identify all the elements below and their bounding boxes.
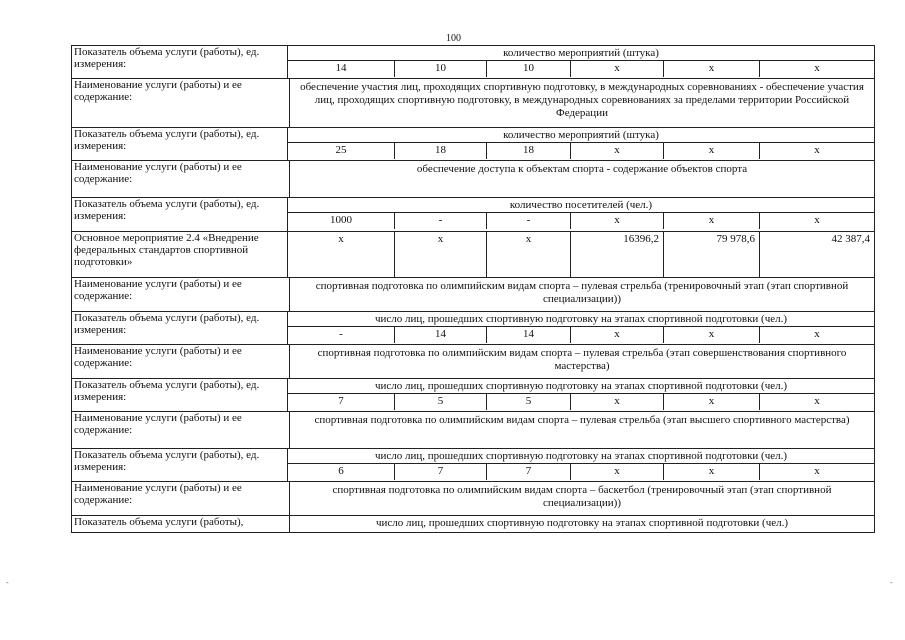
indicator-row bbox=[71, 311, 875, 344]
value-cell: 1000 bbox=[288, 213, 395, 229]
value-cell: х bbox=[814, 395, 820, 407]
row-label: Показатель объема услуги (работы), ед. измерения: bbox=[72, 46, 288, 78]
unit-cell: количество посетителей (чел.) bbox=[288, 198, 874, 213]
row-label: Показатель объема услуги (работы), bbox=[72, 516, 290, 532]
service-description: спортивная подготовка по олимпийским видам спорта – баскетбол (тренировочный этап (этап спортивной специализации)) bbox=[332, 484, 832, 509]
row-label: Показатель объема услуги (работы), ед. измерения: bbox=[72, 379, 288, 411]
value-cell: 7 bbox=[288, 394, 395, 410]
value-cell: х bbox=[814, 144, 820, 156]
scan-mark: - bbox=[890, 578, 893, 587]
value-cell: 5 bbox=[487, 394, 571, 410]
value-cell: 14 bbox=[288, 61, 395, 77]
value-cell: х bbox=[571, 464, 664, 480]
value-cell: х bbox=[571, 213, 664, 229]
value-cell: х bbox=[664, 61, 760, 77]
unit-cell: число лиц, прошедших спортивную подготовку на этапах спортивной подготовки (чел.) bbox=[288, 449, 874, 464]
row-label: Показатель объема услуги (работы), ед. измерения: bbox=[72, 449, 288, 481]
value-cell: - bbox=[288, 327, 395, 343]
value-cell: х bbox=[814, 62, 820, 74]
unit-cell: количество мероприятий (штука) bbox=[288, 46, 874, 61]
value-cell: 25 bbox=[288, 143, 395, 159]
document-table bbox=[71, 45, 875, 533]
value-cell: х bbox=[571, 143, 664, 159]
value-cell: х bbox=[664, 464, 760, 480]
row-label: Наименование услуги (работы) и ее содержание: bbox=[72, 412, 290, 448]
row-label: Показатель объема услуги (работы), ед. измерения: bbox=[72, 128, 288, 160]
value-cell: 18 bbox=[395, 143, 487, 159]
service-name-row bbox=[71, 160, 875, 197]
value-cell: х bbox=[571, 61, 664, 77]
service-name-row bbox=[71, 481, 875, 515]
measure-row bbox=[71, 231, 875, 277]
value-cell: 79 978,6 bbox=[664, 232, 760, 277]
value-cell: 16396,2 bbox=[571, 232, 664, 277]
service-description: обеспечение доступа к объектам спорта - содержание объектов спорта bbox=[416, 163, 748, 175]
value-cell: 7 bbox=[487, 464, 571, 480]
row-label: Показатель объема услуги (работы), ед. измерения: bbox=[72, 312, 288, 344]
service-description: обеспечение участия лиц, проходящих спортивную подготовку, в международных соревнованиях - обеспечение участия лиц, проходящих спортивную подготовку, в международных соревнованиях за пределами территории Российской Федерации bbox=[300, 81, 864, 119]
service-description: спортивная подготовка по олимпийским видам спорта – пулевая стрельба (этап высшего спортивного мастерства) bbox=[314, 414, 850, 426]
value-cell: х bbox=[664, 213, 760, 229]
value-cell: х bbox=[664, 394, 760, 410]
indicator-row bbox=[71, 197, 875, 231]
value-cell: 7 bbox=[395, 464, 487, 480]
row-label: Наименование услуги (работы) и ее содержание: bbox=[72, 161, 290, 197]
service-description: спортивная подготовка по олимпийским видам спорта – пулевая стрельба (тренировочный этап (этап спортивной специализации)) bbox=[315, 280, 849, 305]
value-cell: 10 bbox=[395, 61, 487, 77]
value-cell: 6 bbox=[288, 464, 395, 480]
service-description: спортивная подготовка по олимпийским видам спорта – пулевая стрельба (этап совершенствования спортивного мастерства) bbox=[317, 347, 847, 372]
value-cell: х bbox=[487, 232, 571, 277]
row-label: Наименование услуги (работы) и ее содержание: bbox=[72, 345, 290, 378]
unit-cell: количество мероприятий (штука) bbox=[288, 128, 874, 143]
service-name-row bbox=[71, 277, 875, 311]
value-cell: х bbox=[664, 143, 760, 159]
value-cell: х bbox=[571, 394, 664, 410]
value-cell: 14 bbox=[395, 327, 487, 343]
value-cell: х bbox=[814, 214, 820, 226]
value-cell: - bbox=[487, 213, 571, 229]
value-cell: х bbox=[664, 327, 760, 343]
service-name-row bbox=[71, 78, 875, 127]
row-label: Наименование услуги (работы) и ее содержание: bbox=[72, 482, 290, 515]
unit-cell: число лиц, прошедших спортивную подготовку на этапах спортивной подготовки (чел.) bbox=[375, 517, 789, 529]
indicator-row bbox=[71, 45, 875, 78]
value-cell: 42 387,4 bbox=[831, 233, 870, 245]
indicator-row bbox=[71, 127, 875, 160]
value-cell: - bbox=[395, 213, 487, 229]
value-cell: 5 bbox=[395, 394, 487, 410]
service-name-row bbox=[71, 344, 875, 378]
row-label: Наименование услуги (работы) и ее содержание: bbox=[72, 79, 290, 127]
value-cell: х bbox=[288, 232, 395, 277]
indicator-row bbox=[71, 448, 875, 481]
row-label: Показатель объема услуги (работы), ед. измерения: bbox=[72, 198, 288, 231]
value-cell: 10 bbox=[487, 61, 571, 77]
unit-cell: число лиц, прошедших спортивную подготовку на этапах спортивной подготовки (чел.) bbox=[288, 379, 874, 394]
value-cell: х bbox=[395, 232, 487, 277]
value-cell: 18 bbox=[487, 143, 571, 159]
indicator-row bbox=[71, 378, 875, 411]
row-label: Основное мероприятие 2.4 «Внедрение федеральных стандартов спортивной подготовки» bbox=[72, 232, 288, 277]
row-label: Наименование услуги (работы) и ее содержание: bbox=[72, 278, 290, 311]
value-cell: 14 bbox=[487, 327, 571, 343]
service-name-row bbox=[71, 411, 875, 448]
scan-mark: - bbox=[6, 578, 9, 587]
unit-cell: число лиц, прошедших спортивную подготовку на этапах спортивной подготовки (чел.) bbox=[288, 312, 874, 327]
value-cell: х bbox=[814, 328, 820, 340]
value-cell: х bbox=[571, 327, 664, 343]
value-cell: х bbox=[814, 465, 820, 477]
page-number: 100 bbox=[446, 33, 461, 44]
indicator-row bbox=[71, 515, 875, 533]
